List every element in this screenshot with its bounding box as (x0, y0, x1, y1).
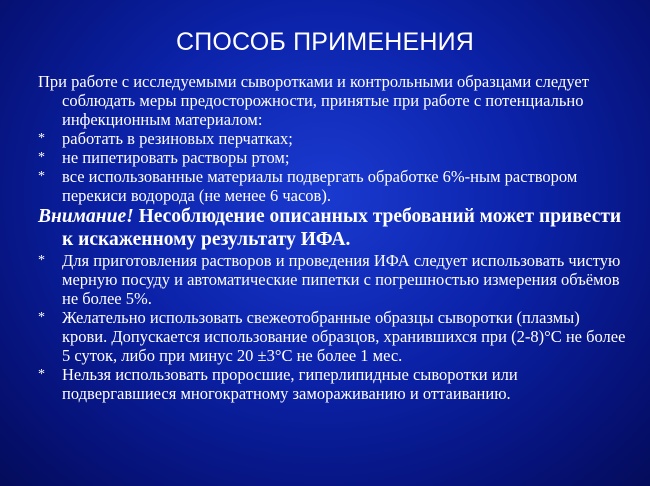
list-item (38, 129, 628, 148)
bullet-marker: * (38, 253, 45, 268)
slide-title: СПОСОБ ПРИМЕНЕНИЯ (175, 28, 475, 56)
list-item (38, 251, 628, 308)
warning-text: Несоблюдение описанных требований может привести к искаженному результату ИФА. (62, 206, 622, 250)
list-item-text: не пипетировать растворы ртом; (62, 148, 290, 167)
list-item (38, 365, 628, 403)
intro-paragraph: При работе с исследуемыми сыворотками и контрольными образцами следует соблюдать меры предосторожности, принятые при работе с потенциально инфекционным материалом: (38, 72, 589, 129)
warning-paragraph (38, 205, 628, 251)
bullet-marker: * (38, 310, 45, 325)
list-item (38, 148, 628, 167)
list-item (38, 308, 628, 365)
list-item-text: Нельзя использовать проросшие, гиперлипидные сыворотки или подвергавшиеся многократному замораживанию и оттаиванию. (62, 365, 518, 403)
warning-label: Внимание! (38, 206, 134, 227)
bullet-marker: * (38, 131, 45, 146)
list-item-text: Для приготовления растворов и проведения ИФА следует использовать чистую мерную посуду и автоматические пипетки с погрешностью измерения объёмов не более 5%. (62, 251, 621, 308)
list-item-text: Желательно использовать свежеотобранные образцы сыворотки (плазмы) крови. Допускается использование образцов, хранившихся при (2-8)°С не более 5 суток, либо при минус 20 ±3°С не более 1 мес. (62, 308, 626, 365)
list-item-text: все использованные материалы подвергать обработке 6%-ным раствором перекиси водорода (не менее 6 часов). (62, 167, 578, 205)
slide-body (38, 72, 628, 403)
list-item-text: работать в резиновых перчатках; (62, 129, 293, 148)
bullet-marker: * (38, 367, 45, 382)
bullet-marker: * (38, 169, 45, 184)
bullet-marker: * (38, 150, 45, 165)
list-item (38, 167, 628, 205)
